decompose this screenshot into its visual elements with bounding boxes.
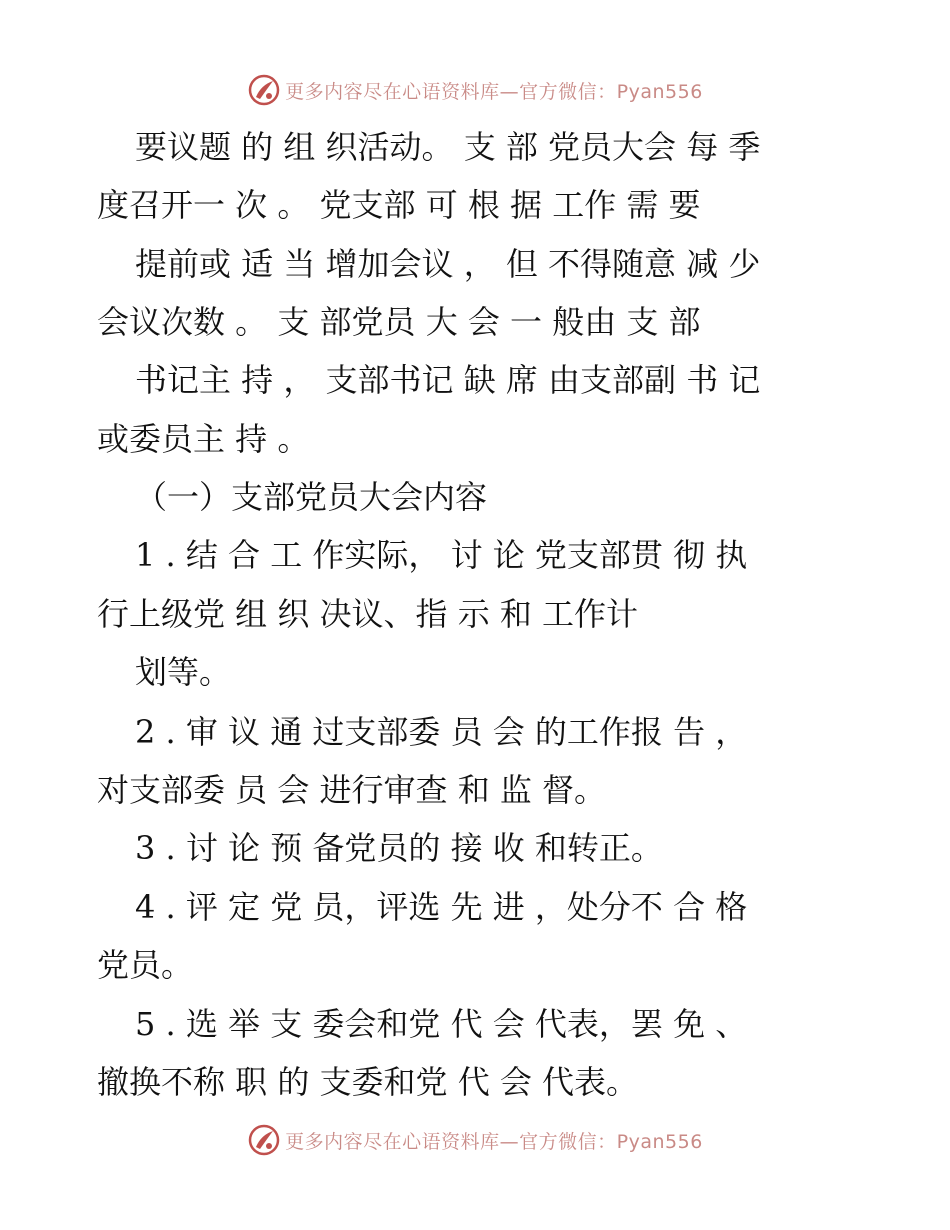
brush-logo-icon [247, 73, 281, 107]
banner-text: 更多内容尽在心语资料库—官方微信：Pyan556 [285, 1130, 703, 1153]
text-line: 或委员主 持 。 [97, 420, 310, 458]
banner-text: 更多内容尽在心语资料库—官方微信：Pyan556 [285, 80, 703, 103]
text-line: 党员。 [97, 946, 194, 984]
list-item: 5 . 选 举 支 委会和党 代 会 代表，罢 免 、 [135, 1005, 748, 1043]
text-line: 书记主 持 ， 支部书记 缺 席 由支部副 书 记 [135, 361, 761, 399]
text-line: 划等。 [135, 653, 232, 691]
section-heading: （一）支部党员大会内容 [135, 478, 488, 516]
text-line: 撤换不称 职 的 支委和党 代 会 代表。 [97, 1063, 639, 1101]
list-item: 3 . 讨 论 预 备党员的 接 收 和转正。 [135, 829, 663, 867]
text-line: 行上级党 组 织 决议、指 示 和 工作计 [97, 595, 639, 633]
text-line: 度召开一 次 。 党支部 可 根 据 工作 需 要 [97, 186, 701, 224]
text-line: 会议次数 。 支 部党员 大 会 一 般由 支 部 [97, 303, 701, 341]
list-item: 4 . 评 定 党 员，评选 先 进 ，处分不 合 格 [135, 888, 748, 926]
header-banner [0, 70, 950, 110]
text-line: 要议题 的 组 织活动。 支 部 党员大会 每 季 [135, 128, 761, 166]
list-item: 2 . 审 议 通 过支部委 员 会 的工作报 告 ， [135, 713, 748, 751]
text-line: 提前或 适 当 增加会议 ， 但 不得随意 减 少 [135, 245, 761, 283]
text-line: 对支部委 员 会 进行审查 和 监 督。 [97, 771, 607, 809]
brush-logo-icon [247, 1123, 281, 1157]
list-item: 1 . 结 合 工 作实际， 讨 论 党支部贯 彻 执 [135, 536, 748, 574]
footer-banner [0, 1120, 950, 1160]
